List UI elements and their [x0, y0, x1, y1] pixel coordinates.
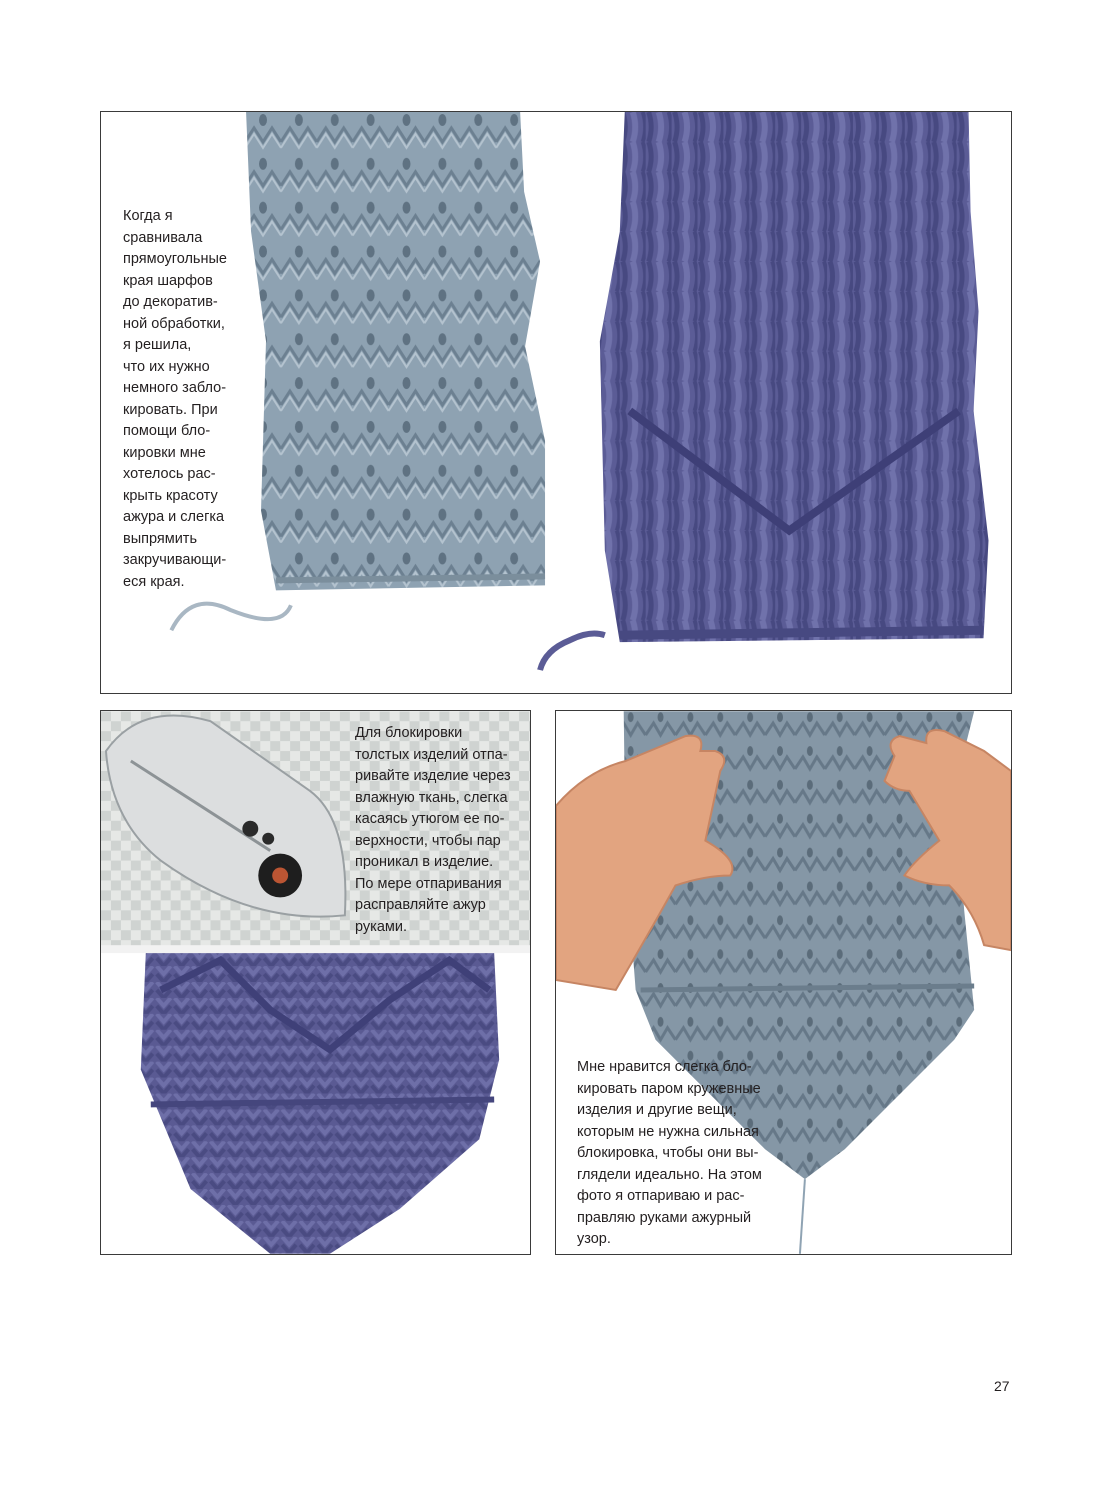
caption-line: помощи бло- — [123, 423, 211, 439]
caption-line: которым не нужна сильная — [577, 1123, 759, 1140]
purple-yarn-tail — [540, 634, 605, 671]
caption-line: руками. — [355, 918, 407, 935]
caption-line: кировки мне — [123, 444, 206, 461]
caption-line: Когда я — [123, 208, 173, 224]
caption-line: глядели идеально. На этом — [577, 1166, 762, 1183]
caption-line: еся края. — [123, 573, 185, 590]
grey-yarn-tail — [171, 604, 291, 631]
caption-bottom-right — [577, 1057, 762, 1251]
caption-line: сравнивала — [123, 229, 203, 246]
caption-line: кировать. При — [123, 401, 218, 418]
caption-line: выпрямить — [123, 530, 197, 547]
caption-line: Для блокировки — [355, 725, 463, 741]
caption-line: касаясь утюгом ее по- — [355, 811, 505, 827]
caption-top — [123, 206, 227, 593]
caption-line: что их нужно — [123, 358, 210, 375]
photo-two-scarves — [101, 112, 1011, 693]
caption-line: прямоугольные — [123, 251, 227, 267]
caption-line: ривайте изделие через — [355, 768, 511, 784]
caption-line: изделия и другие вещи, — [577, 1102, 737, 1118]
caption-line: блокировка, чтобы они вы- — [577, 1145, 759, 1161]
caption-line: фото я отпариваю и рас- — [577, 1188, 745, 1204]
caption-line: По мере отпаривания — [355, 875, 502, 892]
caption-line: крыть красоту — [123, 487, 218, 504]
caption-line: ажура и слегка — [123, 509, 225, 525]
caption-line: толстых изделий отпа- — [355, 746, 508, 763]
caption-line: закручивающи- — [123, 552, 227, 568]
page-number: 27 — [994, 1378, 1010, 1394]
caption-line: влажную ткань, слегка — [355, 789, 508, 806]
figure-top — [100, 111, 1012, 694]
caption-line: немного забло- — [123, 380, 227, 396]
figure-bottom-left — [100, 710, 531, 1255]
caption-line: правляю руками ажурный — [577, 1209, 752, 1226]
figure-bottom-right — [555, 710, 1012, 1255]
caption-line: хотелось рас- — [123, 466, 216, 482]
caption-line: до декоратив- — [123, 294, 218, 310]
caption-line: Мне нравится слегка бло- — [577, 1059, 752, 1075]
caption-line: кировать паром кружевные — [577, 1080, 761, 1097]
caption-line: верхности, чтобы пар — [355, 832, 501, 849]
caption-line: ной обработки, — [123, 315, 225, 332]
caption-bottom-left — [355, 723, 511, 938]
caption-line: края шарфов — [123, 272, 213, 289]
caption-line: проникал в изделие. — [355, 854, 494, 870]
caption-line: я решила, — [123, 337, 192, 353]
caption-line: узор. — [577, 1231, 611, 1247]
grey-scarf-photo — [246, 112, 545, 590]
purple-scarf-photo — [600, 112, 989, 642]
caption-line: расправляйте ажур — [355, 897, 486, 913]
